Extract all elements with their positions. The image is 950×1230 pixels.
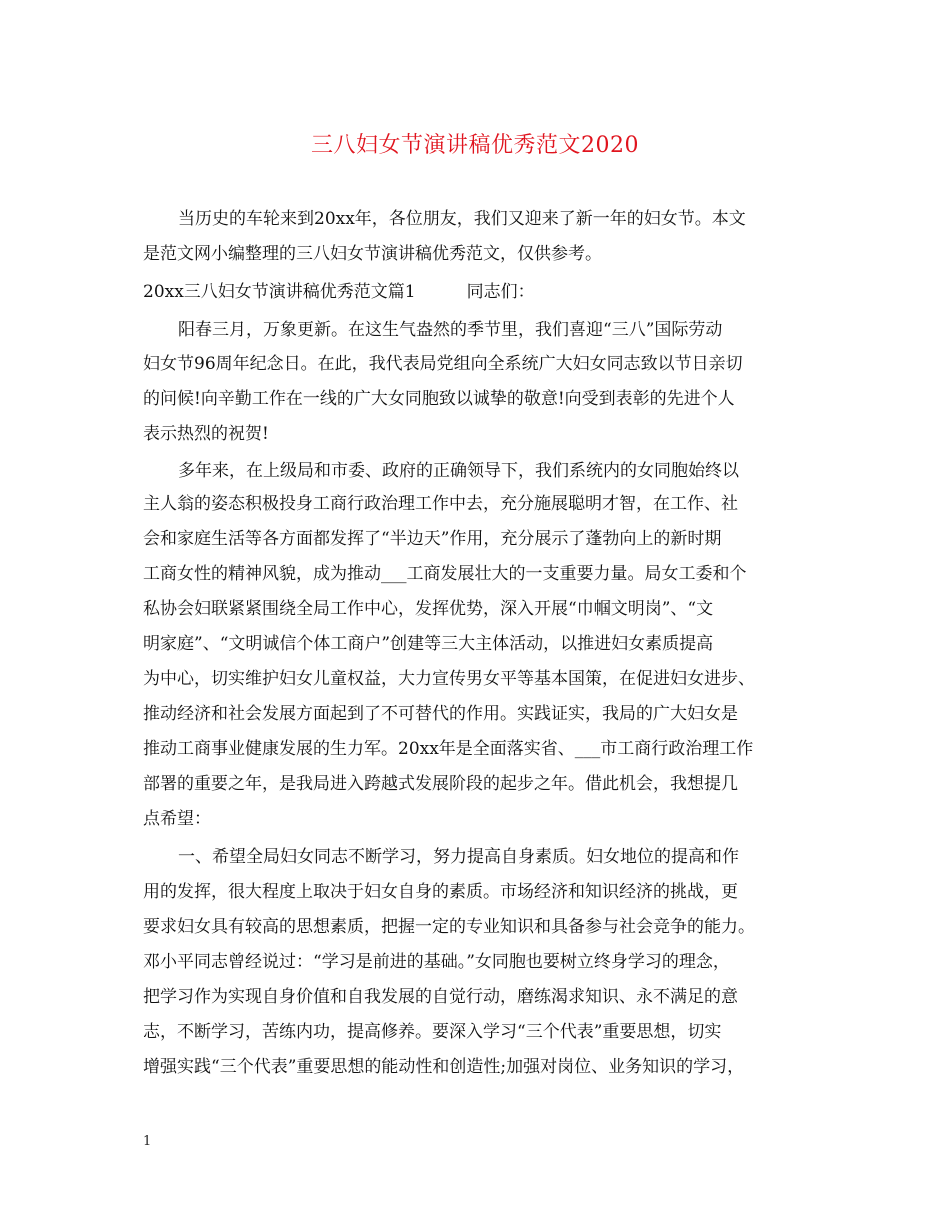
paragraph-line: 妇女节96周年纪念日。在此，我代表局党组向全系统广大妇女同志致以节日亲切: [143, 354, 743, 374]
paragraph-line: 表示热烈的祝贺!: [143, 424, 269, 444]
paragraph-line: 增强实践“三个代表”重要思想的能动性和创造性;加强对岗位、业务知识的学习，: [143, 1057, 745, 1077]
paragraph-line: 推动工商事业健康发展的生力军。20xx年是全面落实省、___市工商行政治理工作: [143, 739, 754, 759]
paragraph-line: 私协会妇联紧紧围绕全局工作中心，发挥优势，深入开展“巾帼文明岗”、“文: [143, 599, 714, 619]
paragraph-line: 用的发挥，很大程度上取决于妇女自身的素质。市场经济和知识经济的挑战，更: [143, 882, 738, 902]
paragraph-line: 当历史的车轮来到20xx年，各位朋友，我们又迎来了新一年的妇女节。本文: [178, 209, 746, 229]
paragraph-line: 多年来，在上级局和市委、政府的正确领导下，我们系统内的女同胞始终以: [178, 461, 739, 481]
paragraph-line: 把学习作为实现自身价值和自我发展的自觉行动，磨练渴求知识、永不满足的意: [143, 987, 738, 1007]
paragraph-line: 是范文网小编整理的三八妇女节演讲稿优秀范文，仅供参考。: [143, 244, 602, 264]
paragraph-line: 推动经济和社会发展方面起到了不可替代的作用。实践证实，我局的广大妇女是: [143, 704, 738, 724]
document-title: 三八妇女节演讲稿优秀范文2020: [311, 133, 639, 158]
paragraph-line: 的问候!向辛勤工作在一线的广大女同胞致以诚挚的敬意!向受到表彰的先进个人: [143, 389, 735, 409]
paragraph-line: 要求妇女具有较高的思想素质，把握一定的专业知识和具备参与社会竞争的能力。: [143, 917, 755, 937]
paragraph-line: 阳春三月，万象更新。在这生气盎然的季节里，我们喜迎“三八”国际劳动: [178, 320, 723, 340]
paragraph-line: 工商女性的精神风貌，成为推动___工商发展壮大的一支重要力量。局女工委和个: [143, 564, 747, 584]
paragraph-line: 一、希望全局妇女同志不断学习，努力提高自身素质。妇女地位的提高和作: [178, 847, 739, 867]
paragraph-line: 点希望：: [143, 809, 211, 829]
paragraph-line: 部署的重要之年，是我局进入跨越式发展阶段的起步之年。借此机会，我想提几: [143, 774, 738, 794]
paragraph-line: 会和家庭生活等各方面都发挥了“半边天”作用，充分展示了蓬勃向上的新时期: [143, 529, 722, 549]
paragraph-line: 为中心，切实维护妇女儿童权益，大力宣传男女平等基本国策，在促进妇女进步、: [143, 669, 755, 689]
paragraph-line: 明家庭”、“文明诚信个体工商户”创建等三大主体活动，以推进妇女素质提高: [143, 634, 714, 654]
paragraph-line: 邓小平同志曾经说过：“学习是前进的基础。”女同胞也要树立终身学习的理念，: [143, 952, 730, 972]
page-number: 1: [143, 1134, 152, 1149]
section-heading-line: 20xx三八妇女节演讲稿优秀范文篇1 同志们：: [143, 282, 535, 302]
paragraph-line: 主人翁的姿态积极投身工商行政治理工作中去，充分施展聪明才智，在工作、社: [143, 494, 738, 514]
paragraph-line: 志，不断学习，苦练内功，提高修养。要深入学习“三个代表”重要思想，切实: [143, 1022, 722, 1042]
